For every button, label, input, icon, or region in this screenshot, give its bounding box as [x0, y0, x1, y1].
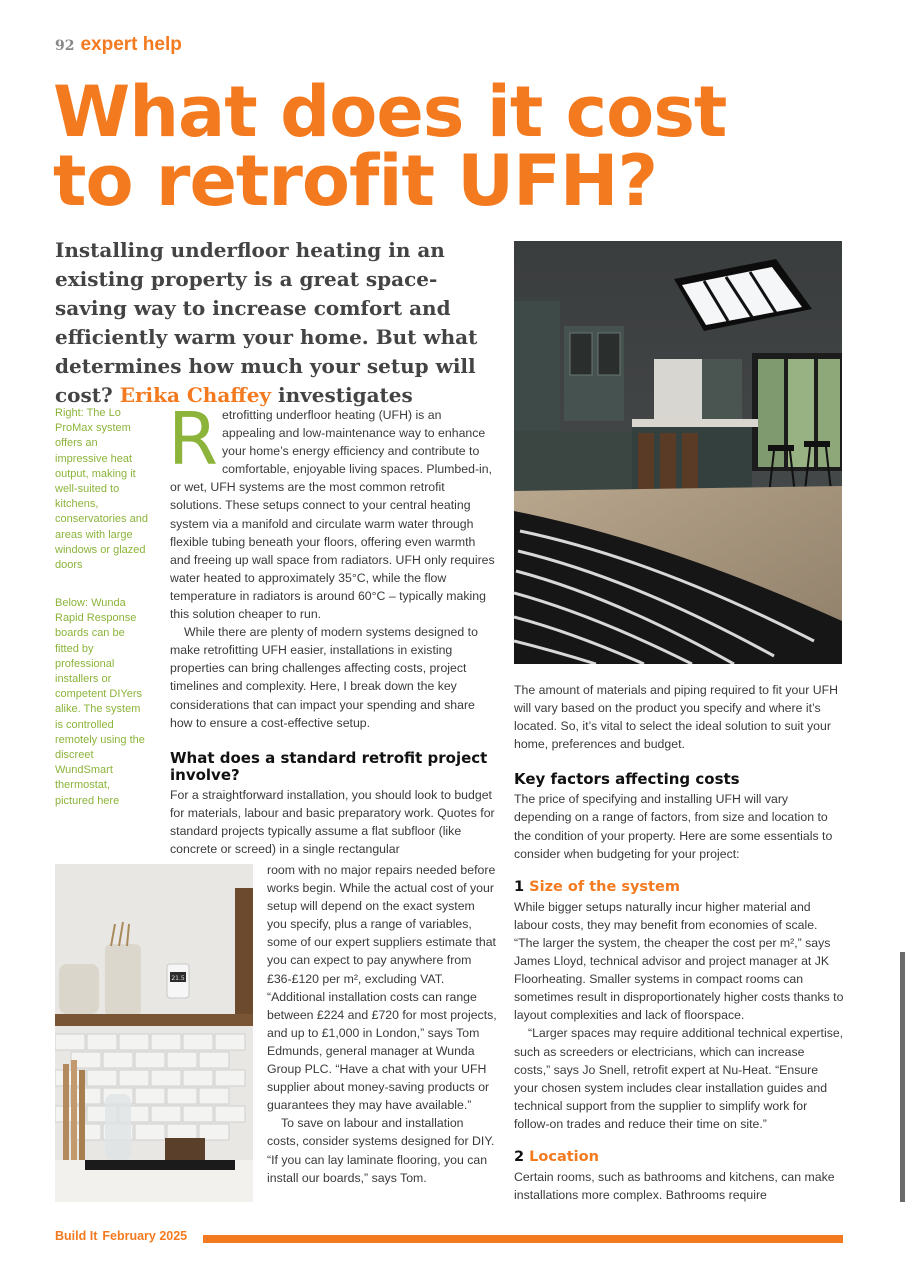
numbered-heading-size — [514, 879, 844, 896]
body-paragraph: For a straightforward installation, you should look to budget for materials, labour and basic preparatory work. Quotes for standard projects typically assume a flat subfloor (like concrete or screed) in a single rectangular — [170, 787, 495, 856]
kitchen-illustration — [514, 241, 842, 664]
page-number: 92 — [55, 38, 75, 54]
kitchen-ufh-photo — [514, 241, 842, 664]
thermostat-readout: 21.5 — [171, 975, 185, 982]
body-paragraph: While bigger setups naturally incur higher material and labour costs, they may benefit from economies of scale. “The larger the system, the cheaper the cost per m²,” says James Lloyd, technical advisor and project manager at JK Floorheating. Smaller systems in compact rooms can sometimes result in disproportionately higher costs thanks to layout complexities and lack of floorspace. — [514, 899, 844, 1023]
magazine-name: Build It — [55, 1229, 98, 1243]
standfirst-text: Installing underfloor heating in an existing property is a great space-saving way to increase comfort and efficiently warm your home. But what determines how much your setup will cost? — [55, 238, 478, 407]
body-paragraph: “Larger spaces may require additional technical expertise, such as screeders or electricians, which can increase costs,” says Jo Snell, retrofit expert at Nu-Heat. “Ensure your chosen system includes clear installation guides and technical support from the supplier to simplify work for follow-on trades and reduce their time on site.” — [514, 1026, 844, 1131]
body-paragraph: The amount of materials and piping required to fit your UFH will vary based on the product you specify and where it’s located. So, it’s vital to select the ideal solution to suit your home, preferences and budget. — [514, 683, 838, 752]
page-folio — [55, 34, 182, 56]
shelf-illustration — [55, 864, 253, 1202]
page-footer — [55, 1229, 187, 1243]
headline — [53, 71, 873, 222]
body-paragraph: Certain rooms, such as bathrooms and kitchens, can make installations more complex. Bathrooms require — [514, 1169, 835, 1203]
intro-paragraph: Retrofitting underfloor heating (UFH) is an appealing and low-maintenance way to enhance your home’s energy efficiency and contribute to comfortable, enjoyable living spaces. Plumbed-in, or wet, UFH systems are the most common retrofit solutions. These setups connect to your central heating system via a manifold and circulate warm water through flexible tubing beneath your floors, offering even warmth and freeing up wall space from radiators. UFH only requires water heated to approximately 35°C, while the flow temperature in radiators is around 60°C – typically making this solution cheaper to run. — [168, 397, 495, 622]
standfirst — [55, 236, 500, 410]
subheading-standard-project: What does a standard retrofit project involve? — [170, 748, 488, 784]
heading-number: 2 — [514, 1148, 525, 1165]
page-edge-mark — [900, 952, 905, 1202]
body-paragraph: The price of specifying and installing UFH will vary depending on a range of factors, from size and location to the condition of your property. Here are some essentials to consider when budgeting for your project: — [514, 792, 833, 861]
body-column-right — [514, 681, 844, 1204]
body-column-wrap — [267, 861, 497, 1187]
body-paragraph: While there are plenty of modern systems designed to make retrofitting UFH easier, installations in existing properties can bring challenges affecting costs, project timelines and complexity. Here, I break down the key considerations that can impact your spending and share how to ensure a cost-effective setup. — [170, 625, 478, 730]
heading-title: Location — [529, 1148, 599, 1165]
heading-number: 1 — [514, 878, 525, 895]
thermostat-shelf-photo — [55, 864, 253, 1202]
headline-line-2: to retrofit UFH? — [53, 140, 658, 222]
caption-below: Below: Wunda Rapid Response boards can be fitted by professional installers or competent DIYers alike. The system is controlled remotely using the discreet WundSmart thermostat, pictured here — [55, 597, 145, 807]
author-name: Erika Chaffey — [119, 383, 272, 407]
section-label: expert help — [80, 34, 182, 55]
drop-cap: R — [168, 397, 219, 481]
headline-line-1: What does it cost — [53, 71, 727, 153]
body-paragraph: To save on labour and installation costs, consider systems designed for DIY. “If you can lay laminate flooring, you can install our boards,” says Tom. — [267, 1116, 495, 1185]
heading-title: Size of the system — [529, 878, 680, 895]
standfirst-suffix: investigates — [278, 383, 413, 407]
caption-right: Right: The Lo ProMax system offers an impressive heat output, making it well-suited to kitchens, conservatories and areas with large windows or glazed doors — [55, 407, 148, 572]
subheading-key-factors: Key factors affecting costs — [514, 770, 740, 789]
body-paragraph: room with no major repairs needed before works begin. While the actual cost of your setup will depend on the exact system you specify, plus a range of variables, some of our expert suppliers estimate that you can expect to pay anywhere from £36-£120 per m², excluding VAT. “Additional installation costs can range between £224 and £720 for most projects, and up to £1,000 in London,” says Tom Edmunds, general manager at Wunda Group PLC. “Have a chat with your UFH supplier about money-saving products or guarantees they may have available.” — [267, 863, 497, 1113]
footer-rule — [203, 1235, 843, 1243]
body-column-left — [168, 397, 496, 858]
issue-date: February 2025 — [102, 1229, 188, 1243]
numbered-heading-location — [514, 1149, 844, 1166]
